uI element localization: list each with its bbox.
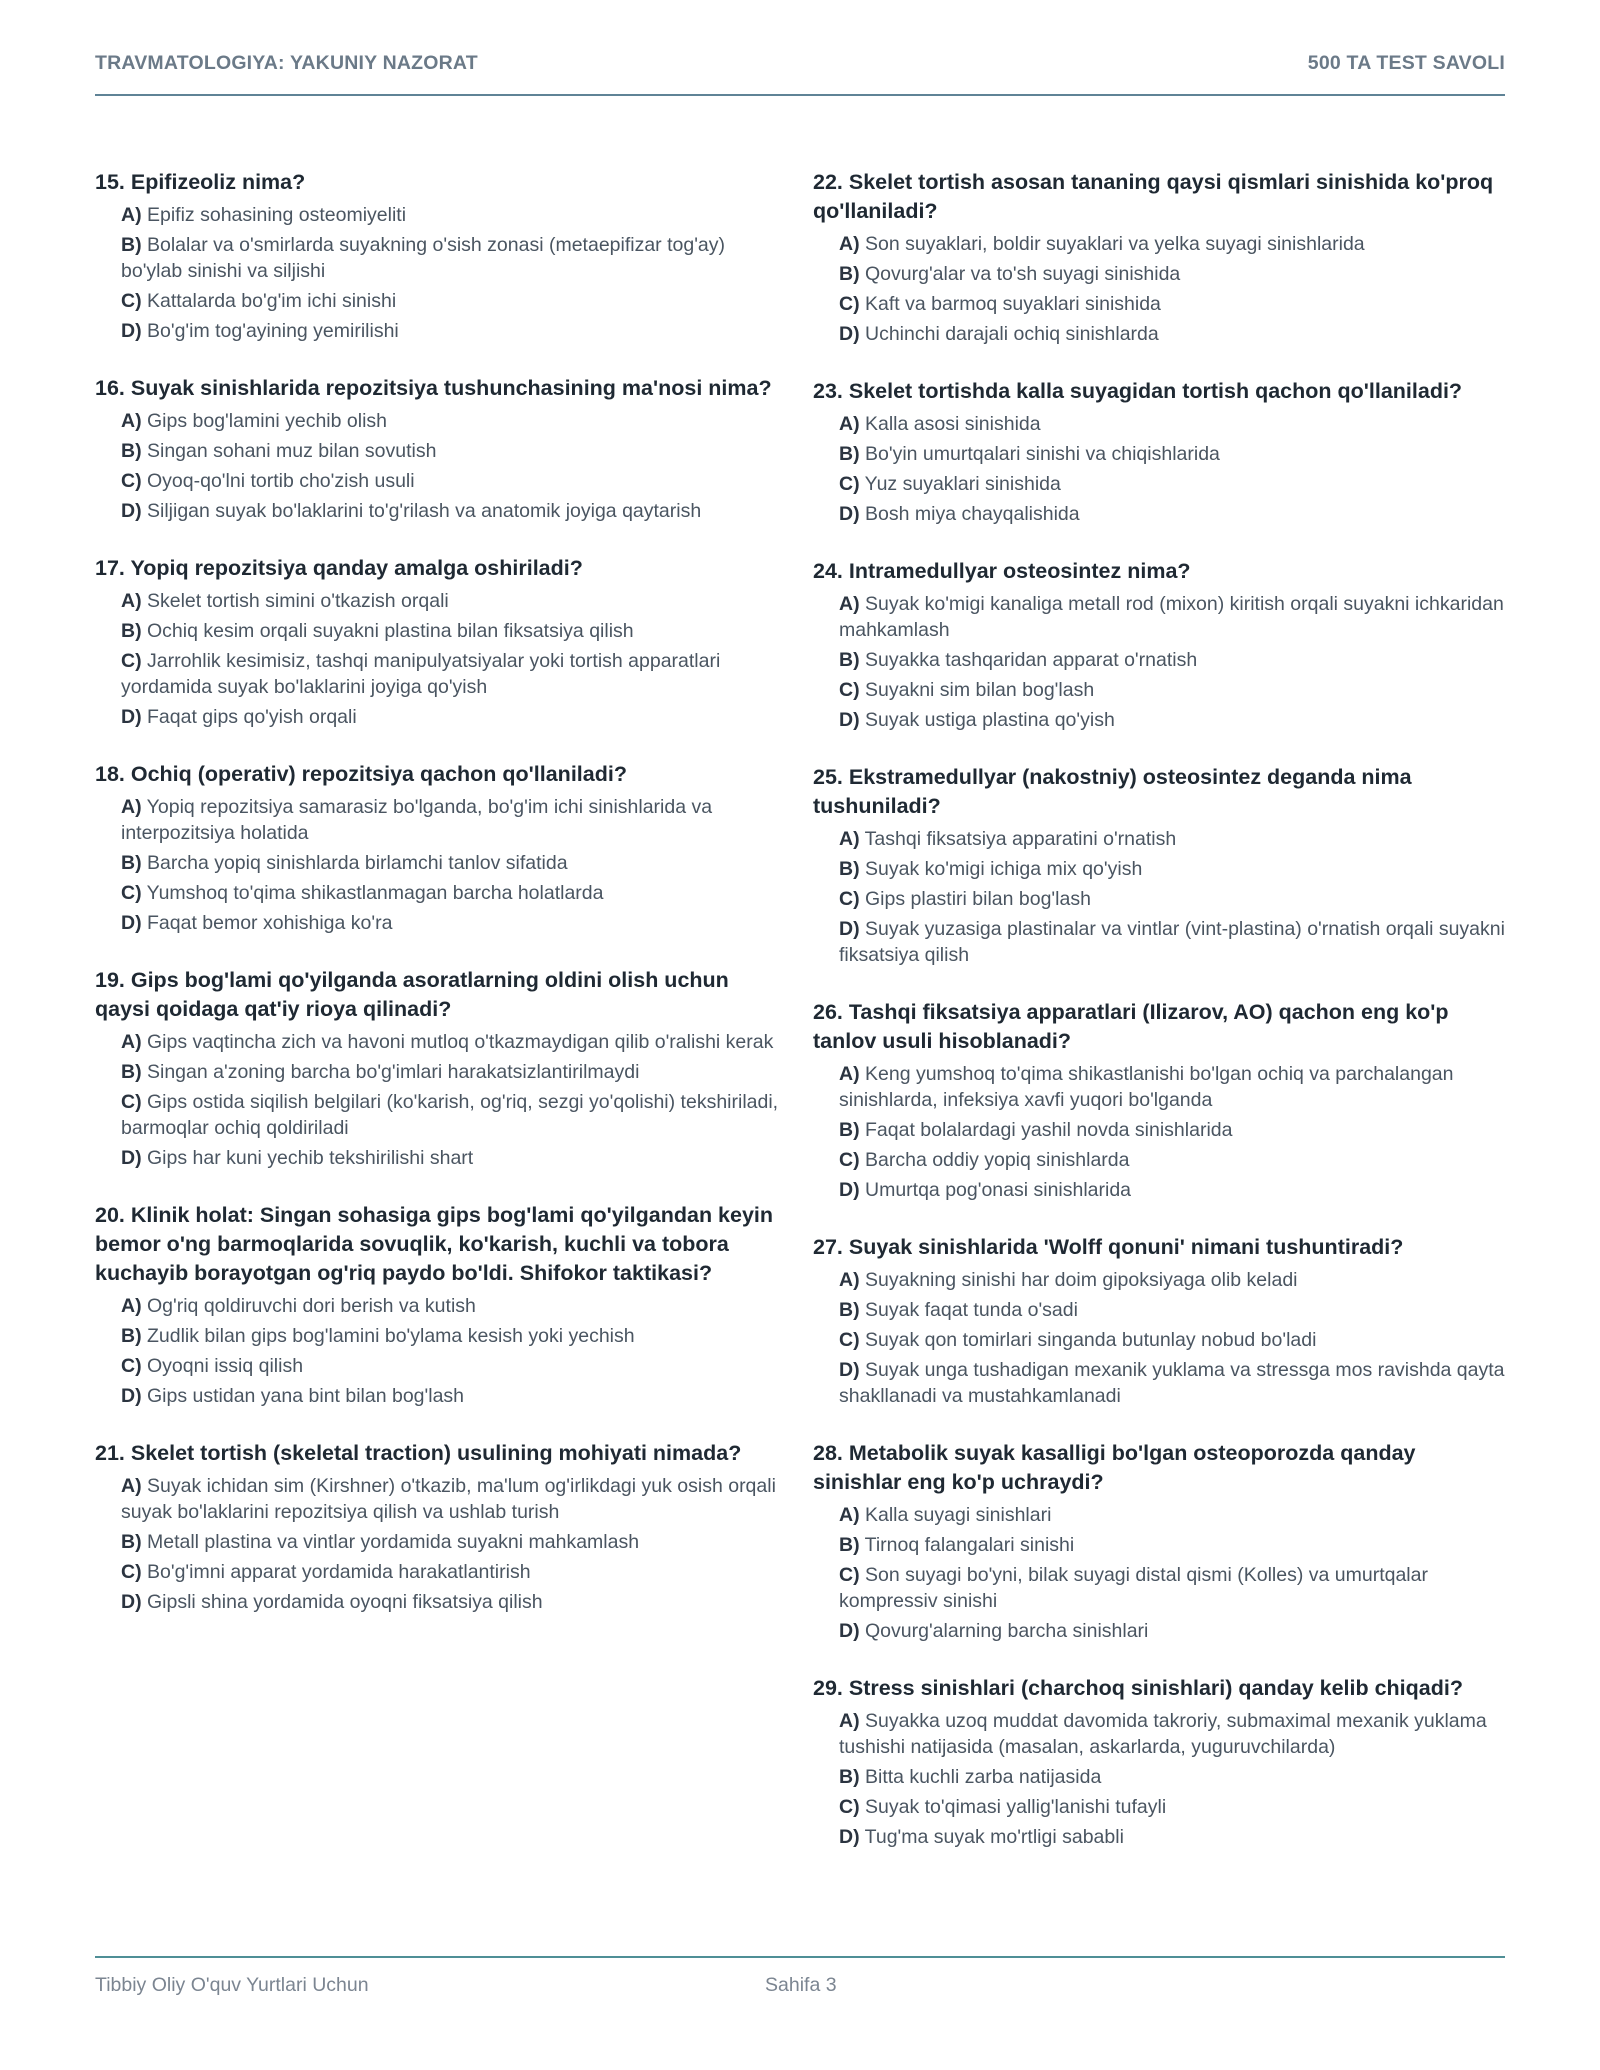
right-column: [813, 168, 1505, 1880]
answer-option: [813, 856, 1505, 882]
option-text: Qovurg'alar va to'sh suyagi sinishida: [865, 263, 1181, 285]
answer-option: [813, 1502, 1505, 1528]
question-item: [813, 1439, 1505, 1648]
option-letter: D): [121, 1147, 142, 1169]
option-text: Suyak ko'migi ichiga mix qo'yish: [865, 858, 1143, 880]
option-letter: C): [121, 1355, 142, 1377]
answer-option: [95, 1059, 787, 1085]
question-title: 28. Metabolik suyak kasalligi bo'lgan osteoporozda qanday sinishlar eng ko'p uchraydi?: [813, 1441, 1416, 1494]
option-letter: C): [121, 1561, 142, 1583]
option-letter: A): [121, 1475, 142, 1497]
option-text: Suyakni sim bilan bog'lash: [865, 679, 1095, 701]
option-text: Yuz suyaklari sinishida: [864, 473, 1061, 495]
option-letter: C): [839, 1796, 860, 1818]
page-number: Sahifa 3: [765, 1974, 837, 1996]
option-letter: A): [121, 590, 142, 612]
option-letter: A): [839, 828, 860, 850]
question-item: [813, 1674, 1505, 1854]
option-letter: B): [121, 234, 142, 256]
option-text: Ochiq kesim orqali suyakni plastina bilan fiksatsiya qilish: [147, 620, 634, 642]
question-item: [95, 760, 787, 940]
option-letter: A): [121, 1031, 142, 1053]
footer-divider: [95, 1956, 1505, 1958]
option-text: Bo'g'im tog'ayining yemirilishi: [147, 320, 399, 342]
answer-option: [95, 704, 787, 730]
answer-option: [95, 318, 787, 344]
answer-option: [95, 1323, 787, 1349]
option-letter: D): [839, 709, 860, 731]
option-text: Singan a'zoning barcha bo'g'imlari harakatsizlantirilmaydi: [147, 1061, 640, 1083]
option-letter: D): [839, 1359, 860, 1381]
option-text: Suyak ko'migi kanaliga metall rod (mixon) kiritish orqali suyakni ichkaridan mahkamlash: [839, 593, 1504, 641]
option-letter: C): [839, 1564, 860, 1586]
option-letter: C): [121, 882, 142, 904]
option-letter: D): [839, 1620, 860, 1642]
answer-option: [813, 826, 1505, 852]
option-letter: C): [121, 470, 142, 492]
option-text: Og'riq qoldiruvchi dori berish va kutish: [147, 1295, 476, 1317]
answer-option: [813, 1117, 1505, 1143]
answer-option: [813, 1177, 1505, 1203]
question-title: 17. Yopiq repozitsiya qanday amalga oshiriladi?: [95, 556, 583, 580]
answer-option: [813, 1764, 1505, 1790]
option-letter: C): [839, 293, 860, 315]
answer-option: [95, 1353, 787, 1379]
option-text: Umurtqa pog'onasi sinishlarida: [865, 1179, 1132, 1201]
question-item: [95, 168, 787, 348]
option-text: Oyoq-qo'lni tortib cho'zish usuli: [147, 470, 415, 492]
question-title: 23. Skelet tortishda kalla suyagidan tortish qachon qo'llaniladi?: [813, 379, 1463, 403]
footer-institution: Tibbiy Oliy O'quv Yurtlari Uchun: [95, 1974, 369, 1996]
option-letter: B): [121, 1325, 142, 1347]
header-title: TRAVMATOLOGIYA: YAKUNIY NAZORAT: [95, 52, 478, 74]
option-letter: B): [839, 1119, 860, 1141]
option-text: Bosh miya chayqalishida: [865, 503, 1080, 525]
option-text: Bitta kuchli zarba natijasida: [865, 1766, 1102, 1788]
question-title: 25. Ekstramedullyar (nakostniy) osteosintez deganda nima tushuniladi?: [813, 765, 1412, 818]
question-item: [813, 557, 1505, 737]
answer-option: [95, 468, 787, 494]
option-letter: A): [121, 796, 142, 818]
option-letter: B): [121, 1531, 142, 1553]
option-text: Tug'ma suyak mo'rtligi sababli: [864, 1826, 1124, 1848]
answer-option: [813, 1824, 1505, 1850]
option-text: Gips ostida siqilish belgilari (ko'karish, og'riq, sezgi yo'qolishi) tekshiriladi, barmoqlar ochiq qoldiriladi: [121, 1091, 779, 1139]
answer-option: [813, 291, 1505, 317]
answer-option: [95, 1529, 787, 1555]
option-letter: D): [839, 1179, 860, 1201]
option-text: Kalla suyagi sinishlari: [865, 1504, 1052, 1526]
option-text: Bo'g'imni apparat yordamida harakatlantirish: [147, 1561, 531, 1583]
answer-option: [813, 707, 1505, 733]
answer-option: [95, 1473, 787, 1525]
option-letter: B): [121, 1061, 142, 1083]
question-item: [813, 763, 1505, 972]
question-item: [95, 1201, 787, 1413]
option-text: Bolalar va o'smirlarda suyakning o'sish zonasi (metaepifizar tog'ay) bo'ylab sinishi va siljishi: [121, 234, 726, 282]
option-text: Kaft va barmoq suyaklari sinishida: [865, 293, 1161, 315]
answer-option: [95, 880, 787, 906]
question-columns: [95, 168, 1505, 1880]
answer-option: [95, 850, 787, 876]
question-title: 15. Epifizeoliz nima?: [95, 170, 306, 194]
option-letter: D): [839, 503, 860, 525]
option-letter: B): [839, 1299, 860, 1321]
answer-option: [813, 1327, 1505, 1353]
question-item: [95, 966, 787, 1175]
option-text: Singan sohani muz bilan sovutish: [147, 440, 437, 462]
answer-option: [95, 1383, 787, 1409]
option-text: Suyak ustiga plastina qo'yish: [865, 709, 1115, 731]
option-letter: D): [121, 500, 142, 522]
answer-option: [813, 321, 1505, 347]
answer-option: [813, 411, 1505, 437]
page-header: [95, 52, 1505, 96]
answer-option: [813, 886, 1505, 912]
answer-option: [813, 591, 1505, 643]
option-letter: C): [121, 650, 142, 672]
answer-option: [813, 231, 1505, 257]
option-text: Qovurg'alarning barcha sinishlari: [865, 1620, 1149, 1642]
option-letter: C): [121, 1091, 142, 1113]
option-letter: C): [839, 679, 860, 701]
option-letter: C): [839, 1149, 860, 1171]
answer-option: [95, 202, 787, 228]
answer-option: [95, 1145, 787, 1171]
answer-option: [95, 794, 787, 846]
answer-option: [95, 408, 787, 434]
option-text: Yopiq repozitsiya samarasiz bo'lganda, bo'g'im ichi sinishlarida va interpozitsiya holatida: [121, 796, 713, 844]
option-text: Gips har kuni yechib tekshirilishi shart: [147, 1147, 474, 1169]
answer-option: [813, 1267, 1505, 1293]
question-title: 26. Tashqi fiksatsiya apparatlari (Ilizarov, AO) qachon eng ko'p tanlov usuli hisoblanadi?: [813, 1000, 1449, 1053]
option-letter: A): [839, 1504, 860, 1526]
answer-option: [813, 441, 1505, 467]
option-letter: B): [839, 263, 860, 285]
option-text: Uchinchi darajali ochiq sinishlarda: [865, 323, 1159, 345]
answer-option: [813, 1061, 1505, 1113]
option-letter: D): [839, 1826, 860, 1848]
option-letter: D): [839, 323, 860, 345]
option-text: Tashqi fiksatsiya apparatini o'rnatish: [864, 828, 1177, 850]
option-letter: C): [839, 888, 860, 910]
option-letter: B): [839, 443, 860, 465]
option-letter: C): [121, 290, 142, 312]
option-letter: A): [839, 593, 860, 615]
option-letter: B): [121, 440, 142, 462]
answer-option: [95, 618, 787, 644]
option-text: Suyakka uzoq muddat davomida takroriy, submaximal mexanik yuklama tushishi natijasida (masalan, askarlarda, yuguruvchilarda): [839, 1710, 1487, 1758]
option-text: Tirnoq falangalari sinishi: [864, 1534, 1075, 1556]
answer-option: [95, 232, 787, 284]
answer-option: [813, 261, 1505, 287]
question-item: [95, 374, 787, 528]
answer-option: [95, 1029, 787, 1055]
answer-option: [95, 438, 787, 464]
header-subtitle: 500 TA TEST SAVOLI: [1307, 52, 1505, 74]
option-letter: A): [121, 410, 142, 432]
question-item: [95, 1439, 787, 1619]
question-title: 16. Suyak sinishlarida repozitsiya tushunchasining ma'nosi nima?: [95, 376, 772, 400]
option-text: Suyakka tashqaridan apparat o'rnatish: [865, 649, 1198, 671]
question-item: [95, 554, 787, 734]
option-text: Suyakning sinishi har doim gipoksiyaga olib keladi: [865, 1269, 1298, 1291]
option-text: Zudlik bilan gips bog'lamini bo'ylama kesish yoki yechish: [147, 1325, 635, 1347]
option-text: Yumshoq to'qima shikastlanmagan barcha holatlarda: [146, 882, 604, 904]
option-letter: A): [839, 1269, 860, 1291]
option-letter: C): [839, 473, 860, 495]
option-letter: B): [839, 858, 860, 880]
option-letter: D): [121, 706, 142, 728]
answer-option: [813, 1532, 1505, 1558]
option-letter: B): [121, 620, 142, 642]
option-text: Suyak ichidan sim (Kirshner) o'tkazib, ma'lum og'irlikdagi yuk osish orqali suyak bo'laklarini repozitsiya qilish va ushlab turish: [121, 1475, 776, 1523]
option-text: Suyak qon tomirlari singanda butunlay nobud bo'ladi: [865, 1329, 1317, 1351]
left-column: [95, 168, 787, 1880]
option-letter: D): [121, 1385, 142, 1407]
option-text: Gips ustidan yana bint bilan bog'lash: [147, 1385, 465, 1407]
answer-option: [95, 910, 787, 936]
option-letter: C): [839, 1329, 860, 1351]
option-letter: D): [121, 320, 142, 342]
question-item: [813, 1233, 1505, 1413]
answer-option: [813, 471, 1505, 497]
question-title: 24. Intramedullyar osteosintez nima?: [813, 559, 1191, 583]
option-text: Suyak to'qimasi yallig'lanishi tufayli: [865, 1796, 1167, 1818]
question-title: 27. Suyak sinishlarida 'Wolff qonuni' nimani tushuntiradi?: [813, 1235, 1404, 1259]
question-title: 22. Skelet tortish asosan tananing qaysi qismlari sinishida ko'proq qo'llaniladi?: [813, 170, 1494, 223]
option-text: Suyak unga tushadigan mexanik yuklama va stressga mos ravishda qayta shakllanadi va mustahkamlanadi: [839, 1359, 1505, 1407]
answer-option: [95, 498, 787, 524]
answer-option: [95, 1559, 787, 1585]
answer-option: [813, 677, 1505, 703]
option-text: Epifiz sohasining osteomiyeliti: [147, 204, 407, 226]
option-letter: A): [839, 1063, 860, 1085]
answer-option: [813, 1357, 1505, 1409]
question-title: 19. Gips bog'lami qo'yilganda asoratlarning oldini olish uchun qaysi qoidaga qat'iy rioya qilinadi?: [95, 968, 729, 1021]
option-text: Bo'yin umurtqalari sinishi va chiqishlarida: [865, 443, 1220, 465]
option-text: Keng yumshoq to'qima shikastlanishi bo'lgan ochiq va parchalangan sinishlarda, infeksiya xavfi yuqori bo'lganda: [839, 1063, 1454, 1111]
option-text: Faqat bemor xohishiga ko'ra: [147, 912, 393, 934]
answer-option: [95, 648, 787, 700]
answer-option: [813, 647, 1505, 673]
answer-option: [95, 288, 787, 314]
option-letter: D): [839, 918, 860, 940]
answer-option: [95, 1589, 787, 1615]
question-title: 18. Ochiq (operativ) repozitsiya qachon qo'llaniladi?: [95, 762, 627, 786]
answer-option: [95, 1089, 787, 1141]
answer-option: [813, 1794, 1505, 1820]
question-item: [813, 998, 1505, 1207]
option-text: Gips vaqtincha zich va havoni mutloq o'tkazmaydigan qilib o'ralishi kerak: [147, 1031, 774, 1053]
option-letter: A): [839, 233, 860, 255]
option-letter: A): [839, 1710, 860, 1732]
answer-option: [813, 501, 1505, 527]
option-letter: A): [121, 204, 142, 226]
option-letter: A): [121, 1295, 142, 1317]
option-letter: B): [839, 649, 860, 671]
answer-option: [813, 1297, 1505, 1323]
option-letter: A): [839, 413, 860, 435]
question-item: [813, 168, 1505, 351]
question-item: [813, 377, 1505, 531]
answer-option: [813, 1562, 1505, 1614]
option-letter: B): [839, 1766, 860, 1788]
option-letter: B): [121, 852, 142, 874]
option-letter: B): [839, 1534, 860, 1556]
question-title: 29. Stress sinishlari (charchoq sinishlari) qanday kelib chiqadi?: [813, 1676, 1463, 1700]
option-text: Kalla asosi sinishida: [865, 413, 1041, 435]
option-text: Gips plastiri bilan bog'lash: [865, 888, 1091, 910]
answer-option: [95, 1293, 787, 1319]
option-text: Metall plastina va vintlar yordamida suyakni mahkamlash: [147, 1531, 640, 1553]
option-text: Siljigan suyak bo'laklarini to'g'rilash va anatomik joyiga qaytarish: [147, 500, 702, 522]
answer-option: [95, 588, 787, 614]
option-text: Faqat bolalardagi yashil novda sinishlarida: [865, 1119, 1233, 1141]
option-letter: D): [121, 912, 142, 934]
answer-option: [813, 1147, 1505, 1173]
option-text: Son suyagi bo'yni, bilak suyagi distal qismi (Kolles) va umurtqalar kompressiv sinishi: [839, 1564, 1428, 1612]
option-text: Gips bog'lamini yechib olish: [147, 410, 388, 432]
option-text: Skelet tortish simini o'tkazish orqali: [147, 590, 449, 612]
option-text: Gipsli shina yordamida oyoqni fiksatsiya qilish: [147, 1591, 543, 1613]
answer-option: [813, 1708, 1505, 1760]
option-text: Oyoqni issiq qilish: [147, 1355, 304, 1377]
answer-option: [813, 1618, 1505, 1644]
question-title: 21. Skelet tortish (skeletal traction) usulining mohiyati nimada?: [95, 1441, 742, 1465]
option-letter: D): [121, 1591, 142, 1613]
option-text: Faqat gips qo'yish orqali: [147, 706, 357, 728]
option-text: Barcha oddiy yopiq sinishlarda: [865, 1149, 1130, 1171]
question-title: 20. Klinik holat: Singan sohasiga gips bog'lami qo'yilgandan keyin bemor o'ng barmoqlarida sovuqlik, ko'karish, kuchli va tobora kuchayib borayotgan og'riq paydo bo'ldi. Shifokor taktikasi?: [95, 1203, 774, 1285]
option-text: Suyak faqat tunda o'sadi: [865, 1299, 1078, 1321]
answer-option: [813, 916, 1505, 968]
option-text: Suyak yuzasiga plastinalar va vintlar (vint-plastina) o'rnatish orqali suyakni fiksatsiya qilish: [839, 918, 1505, 966]
option-text: Kattalarda bo'g'im ichi sinishi: [147, 290, 397, 312]
option-text: Son suyaklari, boldir suyaklari va yelka suyagi sinishlarida: [865, 233, 1365, 255]
option-text: Jarrohlik kesimisiz, tashqi manipulyatsiyalar yoki tortish apparatlari yordamida suyak bo'laklarini joyiga qo'yish: [121, 650, 721, 698]
option-text: Barcha yopiq sinishlarda birlamchi tanlov sifatida: [147, 852, 568, 874]
